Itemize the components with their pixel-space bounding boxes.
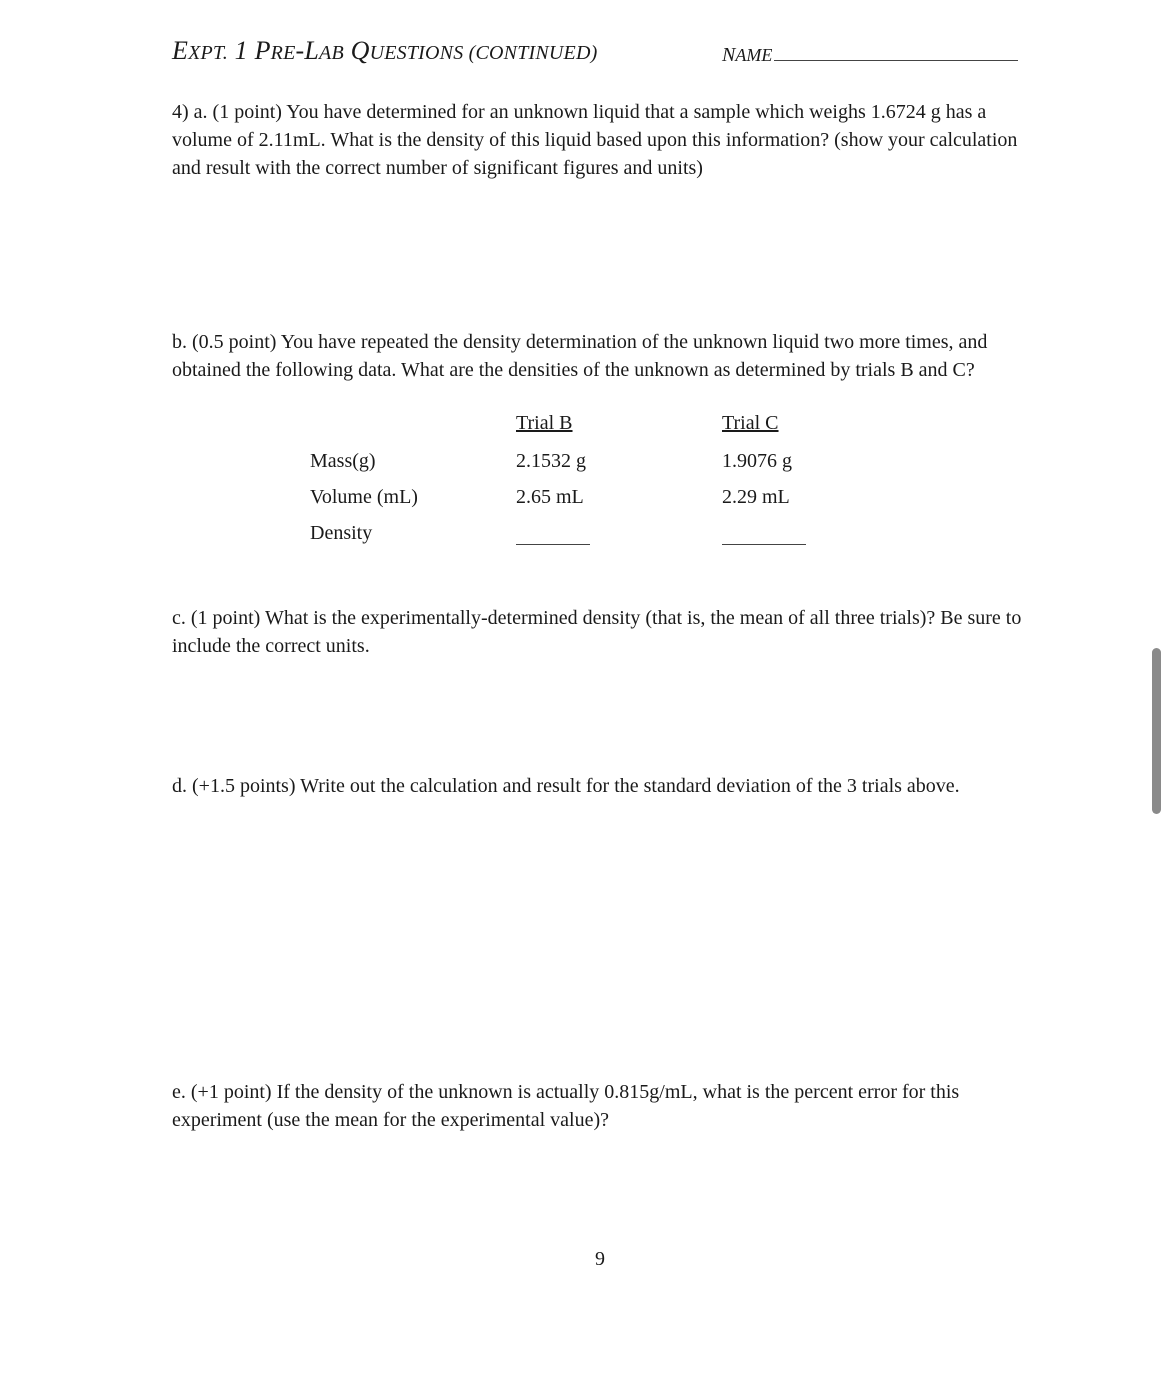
trial-c-header: Trial C — [722, 412, 779, 434]
mass-trial-b: 2.1532 g — [516, 450, 586, 472]
name-blank-line — [774, 42, 1018, 61]
volume-trial-c: 2.29 mL — [722, 486, 790, 508]
row-label-density: Density — [310, 522, 373, 544]
page-number: 9 — [595, 1248, 605, 1270]
page-title: EXPT. 1 PRE-LAB QUESTIONS (CONTINUED) — [172, 36, 598, 65]
mass-trial-c: 1.9076 g — [722, 450, 792, 472]
row-label-mass: Mass(g) — [310, 450, 376, 472]
density-trial-b-blank — [516, 544, 590, 545]
row-label-volume: Volume (mL) — [310, 486, 418, 508]
trial-b-header: Trial B — [516, 412, 573, 434]
question-4e: e. (+1 point) If the density of the unknown is actually 0.815g/mL, what is the percent error for this experiment (use the mean for the experimental value)? — [172, 1081, 960, 1131]
name-field: NAME — [722, 42, 1018, 67]
density-trial-c-blank — [722, 544, 806, 545]
question-4c: c. (1 point) What is the experimentally-determined density (that is, the mean of all three trials)? Be sure to include the correct units. — [172, 607, 1022, 657]
question-4d: d. (+1.5 points) Write out the calculation and result for the standard deviation of the 3 trials above. — [172, 775, 960, 797]
vertical-scrollbar[interactable] — [1152, 648, 1161, 814]
volume-trial-b: 2.65 mL — [516, 486, 584, 508]
question-4a: 4) a. (1 point) You have determined for an unknown liquid that a sample which weighs 1.6724 g has a volume of 2.11mL. What is the density of this liquid based upon this information? (show your calculation and result with the correct number of significant figures and units) — [172, 101, 1018, 179]
question-4b: b. (0.5 point) You have repeated the density determination of the unknown liquid two more times, and obtained the following data. What are the densities of the unknown as determined by trials B and C? — [172, 331, 988, 381]
